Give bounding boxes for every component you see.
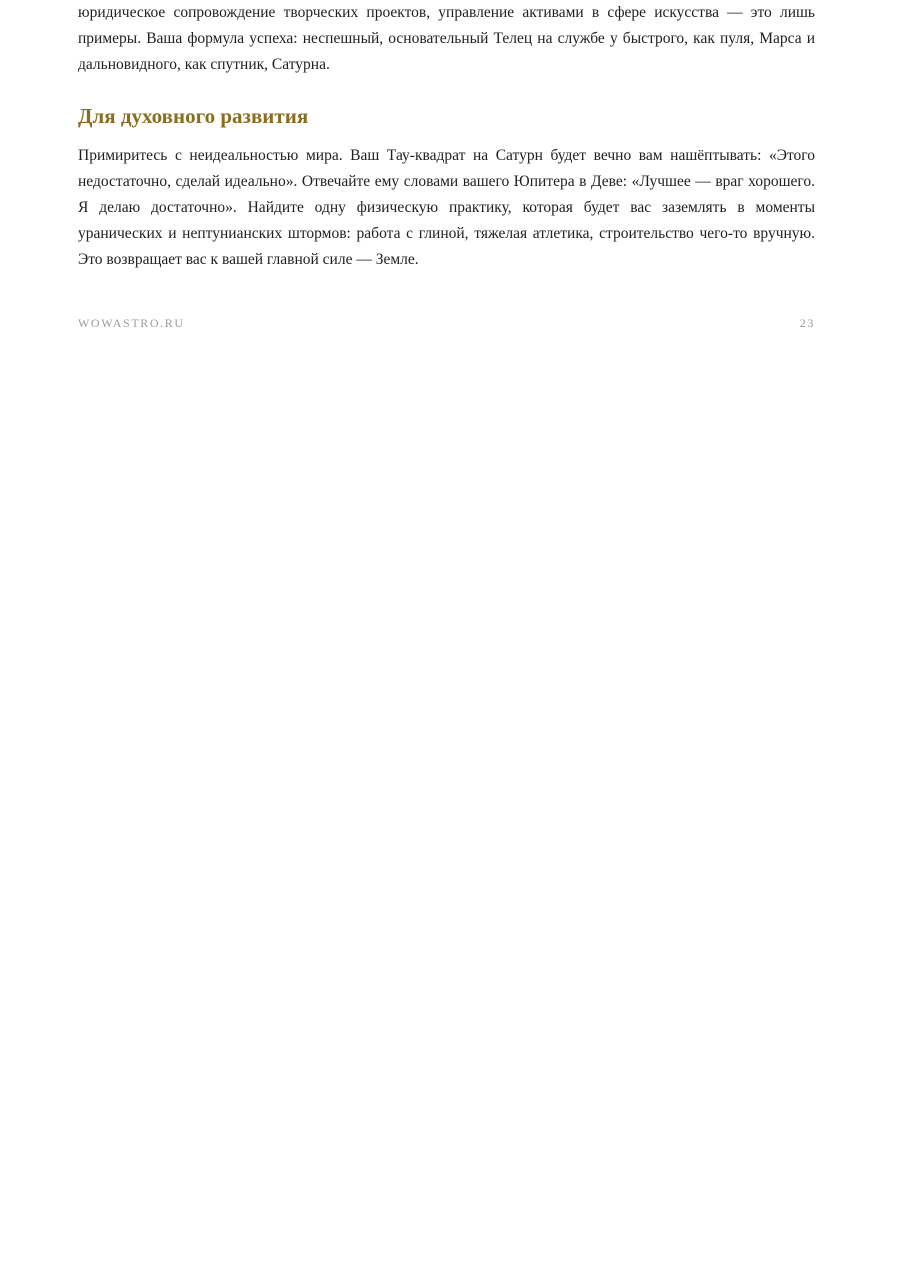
- footer-site-name: WOWASTRO.RU: [78, 316, 185, 330]
- intro-paragraph: юридическое сопровождение творческих проектов, управление активами в сфере искусства — это лишь примеры. Ваша формула успеха: неспешный, основательный Телец на службе у быстрого, как пуля, Марса и дальновидного, как спутник, Сатурна.: [78, 4, 815, 73]
- section-paragraph: Примиритесь с неидеальностью мира. Ваш Тау-квадрат на Сатурн будет вечно вам нашёптывать: «Этого недостаточно, сделай идеально». Отвечайте ему словами вашего Юпитера в Деве: «Лучшее — враг хорошего. Я делаю достаточно». Найдите одну физическую практику, которая будет вас заземлять в моменты уранических и нептунианских штормов: работа с глиной, тяжелая атлетика, строительство чего-то вручную. Это возвращает вас к вашей главной силе — Земле.: [78, 147, 815, 268]
- document-page: [78, 0, 815, 273]
- footer-page-number: 23: [799, 316, 815, 330]
- section-heading-spiritual-development: Для духовного развития: [78, 104, 309, 128]
- page-footer: [78, 316, 815, 331]
